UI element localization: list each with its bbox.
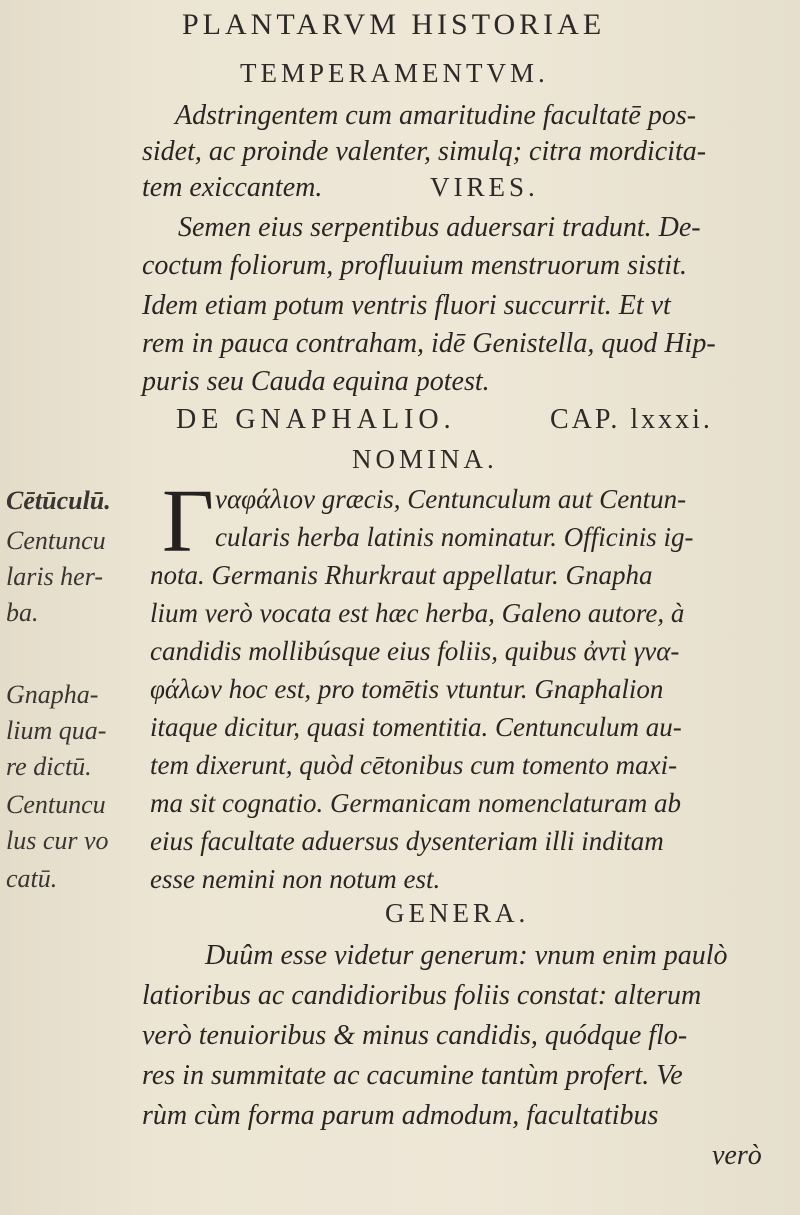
text-line: ma sit cognatio. Germanicam nomenclaturam ab	[150, 788, 681, 818]
text-line: candidis mollibúsque eius foliis, quibus ἀντὶ γνα-	[150, 636, 680, 666]
text-line: Semen eius serpentibus aduersari tradunt. De-	[178, 212, 701, 243]
section-heading-nomina: NOMINA.	[352, 444, 498, 474]
section-heading-vires: VIRES.	[430, 172, 539, 202]
margin-note: catū.	[6, 864, 58, 893]
margin-note: lus cur vo	[6, 826, 109, 855]
margin-note: Cētūculū.	[6, 486, 111, 515]
text-line: lium verò vocata est hæc herba, Galeno autore, à	[150, 598, 685, 628]
text-line: res in summitate ac cacumine tantùm profert. Ve	[142, 1060, 683, 1091]
catchword: verò	[712, 1140, 762, 1171]
text-line: eius facultate aduersus dysenteriam illi inditam	[150, 826, 664, 856]
text-line: rùm cùm forma parum admodum, facultatibus	[142, 1100, 659, 1131]
margin-note: ba.	[6, 598, 39, 627]
text-line: Adstringentem cum amaritudine facultatē pos-	[175, 100, 697, 131]
text-line: φάλων hoc est, pro tomētis vtuntur. Gnaphalion	[150, 674, 664, 704]
margin-note: re dictū.	[6, 752, 92, 781]
text-line: nota. Germanis Rhurkraut appellatur. Gnapha	[150, 560, 653, 590]
margin-note: Gnapha-	[6, 680, 99, 709]
margin-note: laris her-	[6, 562, 103, 591]
text-line: itaque dicitur, quasi tomentitia. Centunculum au-	[150, 712, 682, 742]
text-line: puris seu Cauda equina potest.	[142, 366, 490, 397]
chapter-number: CAP. lxxxi.	[550, 404, 713, 435]
text-line: coctum foliorum, profluuium menstruorum sistit.	[142, 250, 687, 281]
section-heading-temperamentum: TEMPERAMENTVM.	[240, 58, 549, 88]
text-line: tem dixerunt, quòd cētonibus cum tomento maxi-	[150, 750, 678, 780]
margin-note: Centuncu	[6, 526, 106, 555]
chapter-title: DE GNAPHALIO.	[176, 404, 456, 435]
text-line: latioribus ac candidioribus foliis constat: alterum	[142, 980, 702, 1011]
text-line: tem exiccantem.	[142, 172, 323, 203]
text-line: Idem etiam potum ventris fluori succurrit. Et vt	[142, 290, 671, 321]
text-line: Duûm esse videtur generum: vnum enim paulò	[205, 940, 728, 971]
text-line: verò tenuioribus & minus candidis, quódque flo-	[142, 1020, 688, 1051]
margin-note: lium qua-	[6, 716, 107, 745]
text-line: esse nemini non notum est.	[150, 864, 441, 894]
text-line: sidet, ac proinde valenter, simulq; citra mordicita-	[142, 136, 707, 167]
drop-cap: Γ	[162, 472, 215, 571]
margin-note: Centuncu	[6, 790, 106, 819]
text-line: cularis herba latinis nominatur. Officinis ig-	[215, 522, 694, 552]
section-heading-genera: GENERA.	[385, 898, 530, 928]
running-head: PLANTARVM HISTORIAE	[182, 8, 606, 41]
text-line: ναφάλιον græcis, Centunculum aut Centun-	[215, 484, 687, 514]
text-line: rem in pauca contraham, idē Genistella, quod Hip-	[142, 328, 716, 359]
